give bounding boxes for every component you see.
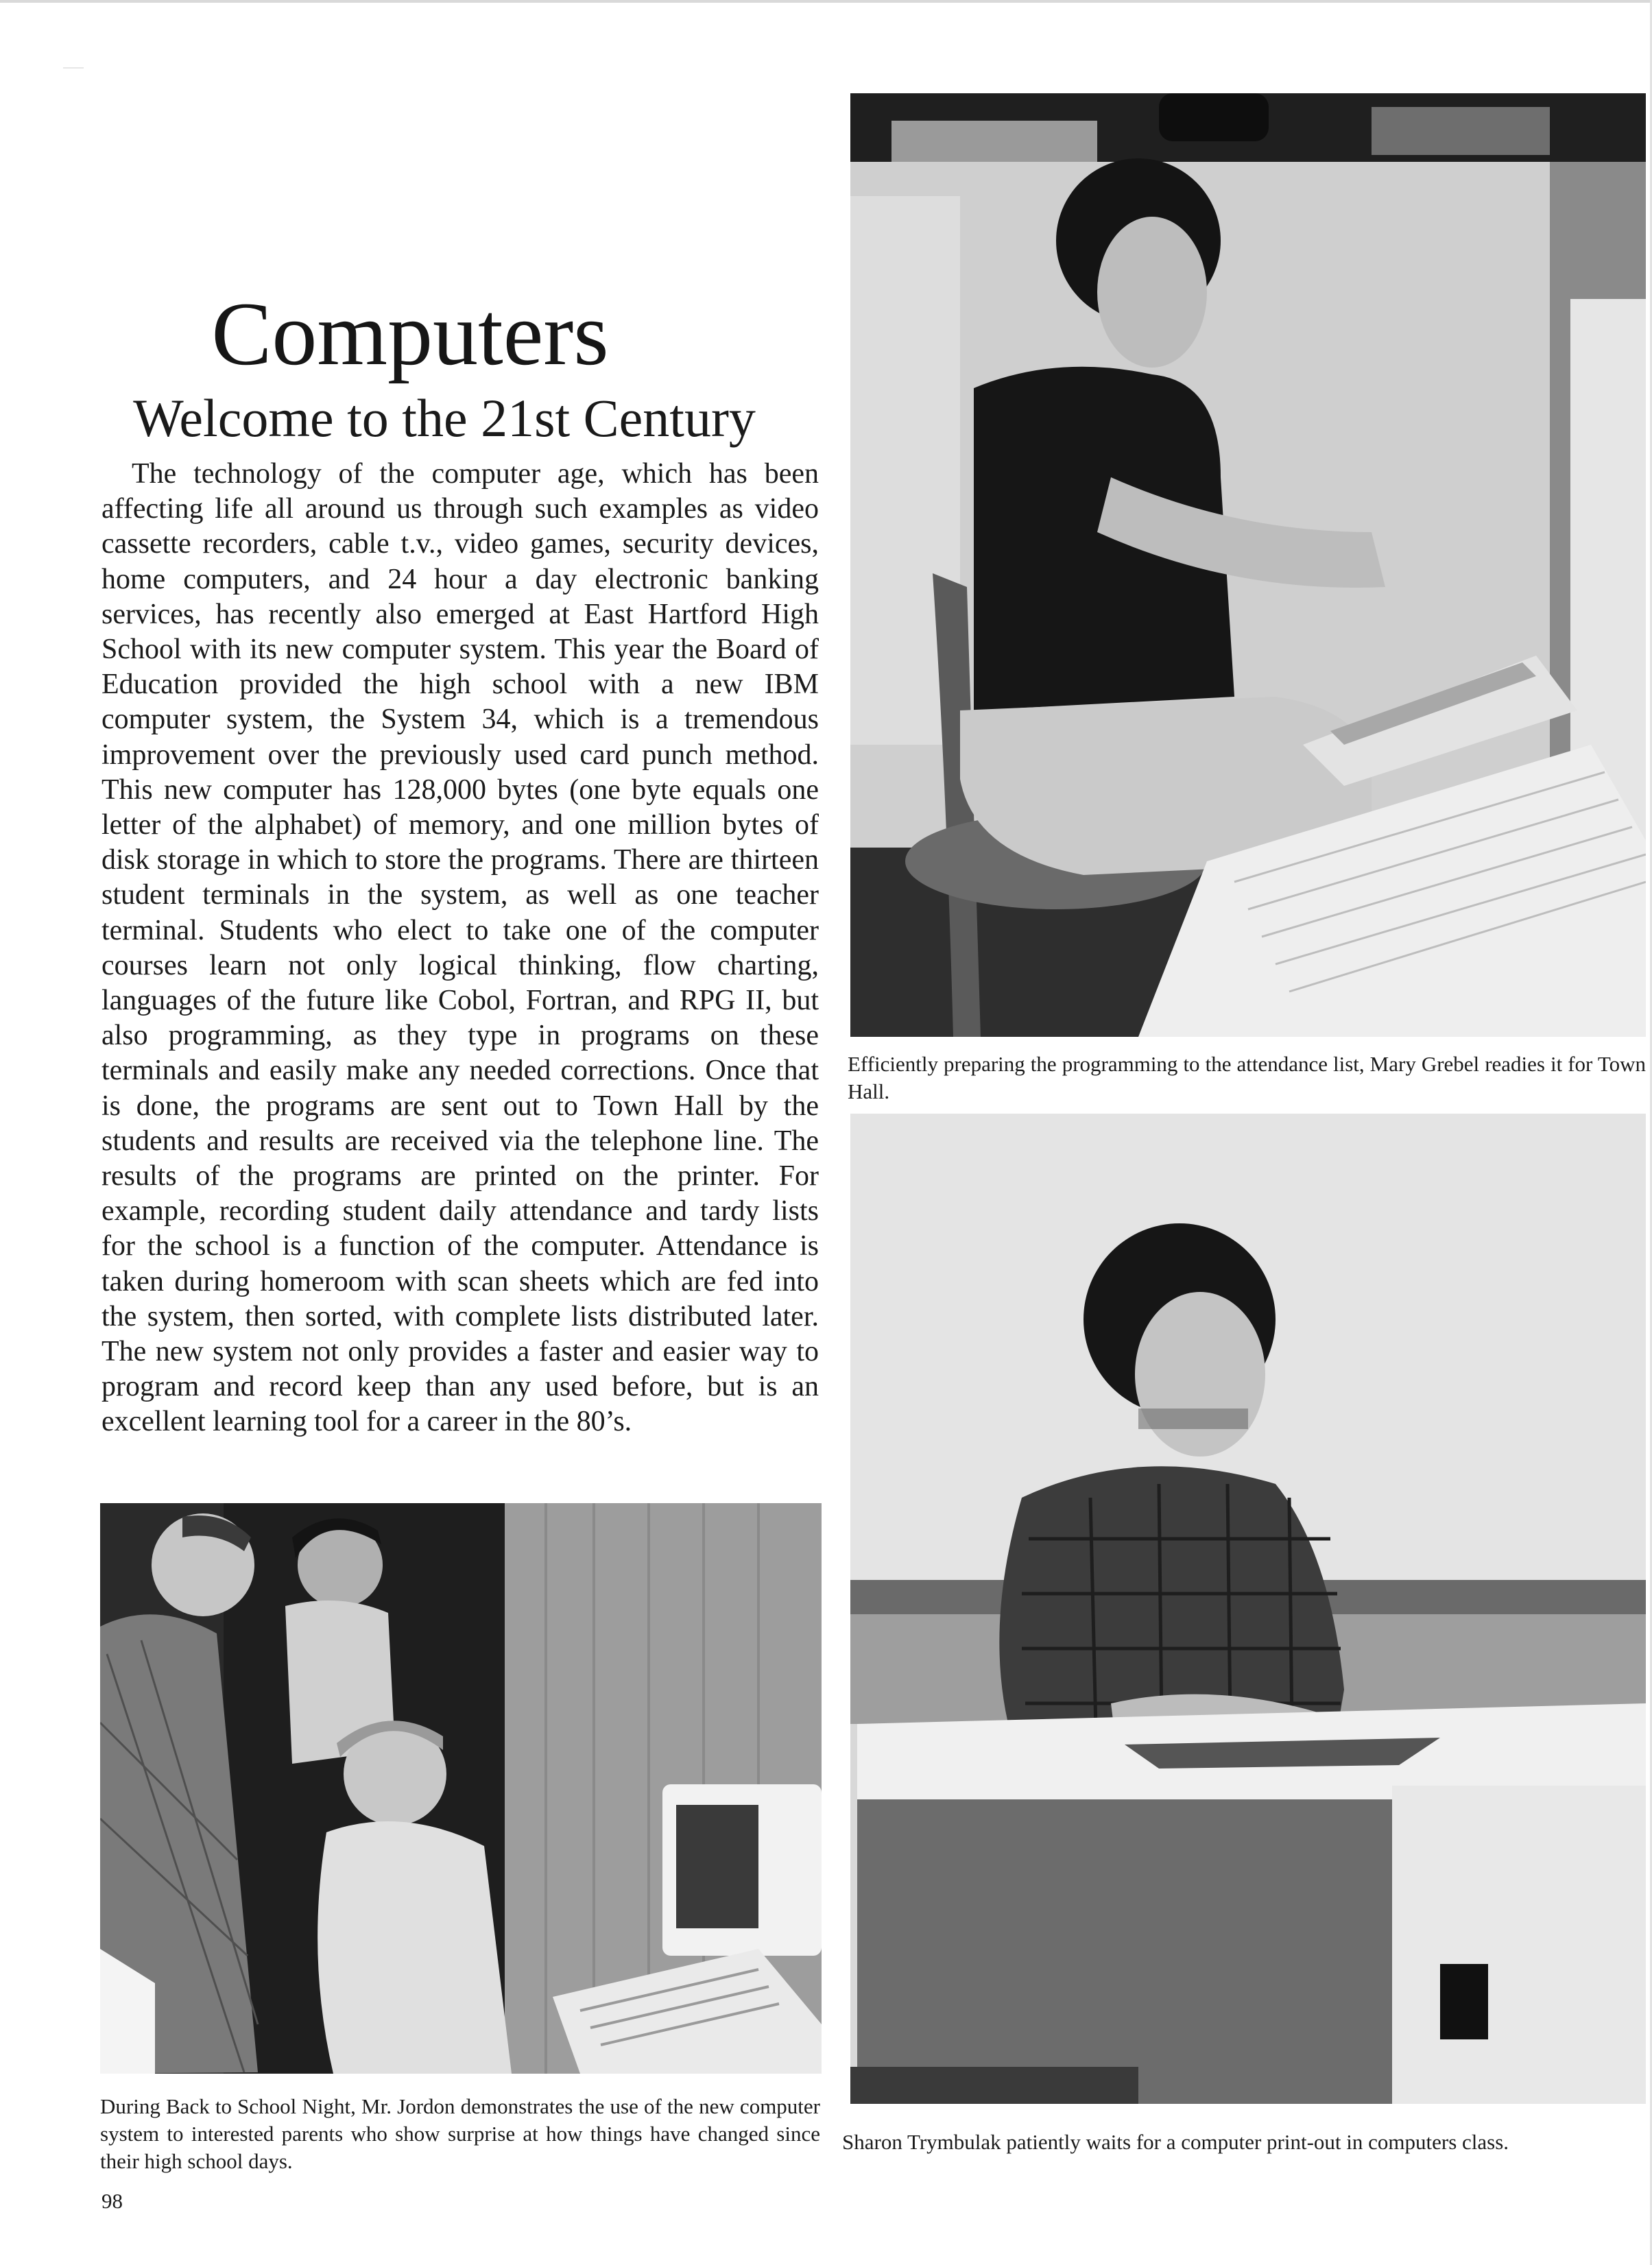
printer-photo (850, 1114, 1646, 2104)
printer-photo-image (850, 1114, 1646, 2104)
keyboard-photo-image (850, 93, 1646, 1037)
keyboard-photo (850, 93, 1646, 1037)
page-subtitle: Welcome to the 21st Century (133, 388, 756, 448)
page-title: Computers (211, 283, 609, 384)
article-body: The technology of the computer age, which has been affecting life all around us through such examples as video cassette recorders, cable t.v., video games, security devices, home computers, and 24 hour a day electronic banking services, has recently also emerged at East Hartford High School with its new computer system. This year the Board of Education provided the high school with a new IBM computer system, the System 34, which is a tremendous improvement over the previously used card punch method. This new computer has 128,000 bytes (one byte equals one letter of the alphabet) of memory, and one million bytes of disk storage in which to store the programs. There are thirteen student terminals in the system, as well as one teacher terminal. Students who elect to take one of the computer courses learn not only logical thinking, flow charting, languages of the future like Cobol, Fortran, and RPG II, but also programming, as they type in programs on these terminals and easily make any needed corrections. Once that is done, the programs are sent out to Town Hall by the students and results are received via the telephone line. The results of the programs are printed on the printer. For example, recording student daily attendance and tardy lists for the school is a function of the computer. Attendance is taken during homeroom with scan sheets which are fed into the system, then sorted, with complete lists distributed later. The new system not only provides a faster and easier way to program and record keep than any used before, but is an excellent learning tool for a career in the 80’s. (101, 458, 819, 1438)
page-edge (0, 0, 1652, 3)
back-to-school-photo (100, 1503, 822, 2074)
back-to-school-photo-image (100, 1503, 822, 2074)
print-mark (63, 67, 84, 69)
printer-photo-caption: Sharon Trymbulak patiently waits for a computer print-out in computers class. (842, 2130, 1509, 2154)
keyboard-photo-caption: Efficiently preparing the programming to the attendance list, Mary Grebel readies it for Town Hall. (848, 1052, 1646, 1103)
back-to-school-photo-caption: During Back to School Night, Mr. Jordon demonstrates the use of the new computer system to interested parents who show surprise at how things have changed since their high school days. (100, 2094, 820, 2173)
page-number: 98 (101, 2189, 123, 2213)
